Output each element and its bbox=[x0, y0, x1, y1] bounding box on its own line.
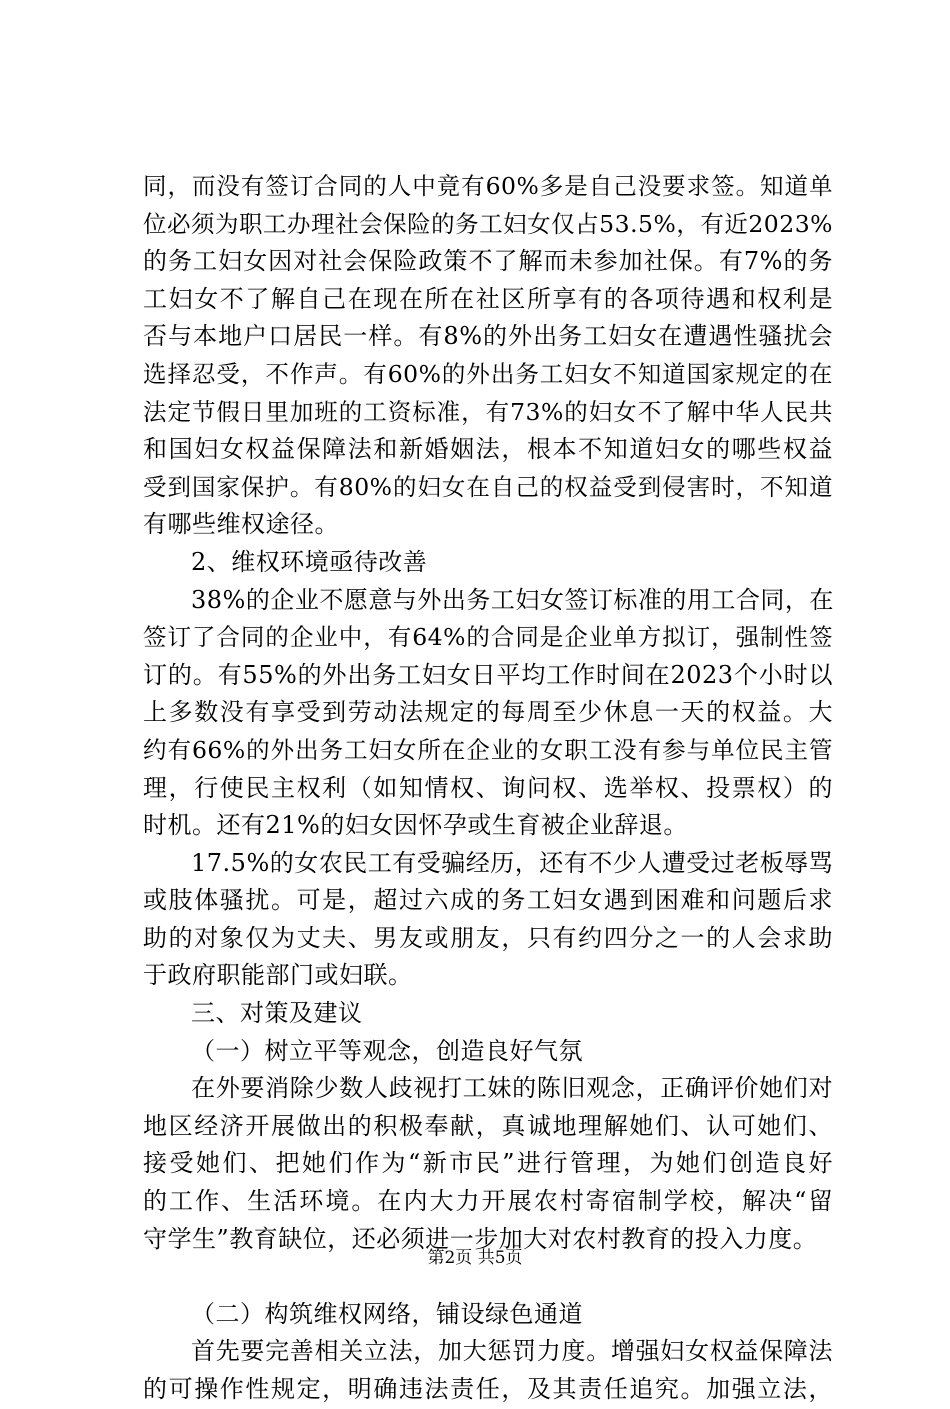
text-line: 于政府职能部门或妇联。 bbox=[143, 961, 413, 990]
text-line: 助的对象仅为丈夫、男友或朋友，只有约四分之一的人会求助 bbox=[143, 923, 833, 952]
text-line: 接受她们、把她们作为“新市民”进行管理，为她们创造良好 bbox=[143, 1149, 833, 1178]
text-line: 的工作、生活环境。在内大力开展农村寄宿制学校，解决“留 bbox=[143, 1187, 833, 1216]
text-line: 同，而没有签订合同的人中竟有60%多是自己没要求签。知道单 bbox=[143, 172, 833, 200]
text-line: 否与本地户口居民一样。有8%的外出务工妇女在遭遇性骚扰会 bbox=[143, 322, 833, 351]
text-line: （二）构筑维权网络，铺设绿色通道 bbox=[191, 1299, 583, 1328]
text-line: 选择忍受，不作声。有60%的外出务工妇女不知道国家规定的在 bbox=[143, 359, 833, 388]
text-line: 法定节假日里加班的工资标准，有73%的妇女不了解中华人民共 bbox=[143, 397, 833, 426]
text-line: 受到国家保护。有80%的妇女在自己的权益受到侵害时，不知道 bbox=[143, 472, 833, 501]
text-line: （一）树立平等观念，创造良好气氛 bbox=[191, 1036, 583, 1065]
text-line: 签订了合同的企业中，有64%的合同是企业单方拟订，强制性签 bbox=[143, 623, 833, 652]
document-body bbox=[143, 168, 833, 1409]
text-line: 38%的企业不愿意与外出务工妇女签订标准的用工合同，在 bbox=[191, 585, 834, 614]
text-line: 首先要完善相关立法，加大惩罚力度。增强妇女权益保障法 bbox=[191, 1337, 833, 1366]
text-line: 或肢体骚扰。可是，超过六成的务工妇女遇到困难和问题后求 bbox=[143, 886, 833, 915]
text-line: 地区经济开展做出的积极奉献，真诚地理解她们、认可她们、 bbox=[143, 1111, 833, 1140]
text-line: 三、对策及建议 bbox=[191, 999, 363, 1028]
text-line: 17.5%的女农民工有受骗经历，还有不少人遭受过老板辱骂 bbox=[191, 848, 834, 877]
text-line: 约有66%的外出务工妇女所在企业的女职工没有参与单位民主管 bbox=[143, 735, 833, 764]
text-line: 理，行使民主权利（如知情权、询问权、选举权、投票权）的 bbox=[143, 773, 833, 802]
text-line: 订的。有55%的外出务工妇女日平均工作时间在2023个小时以 bbox=[143, 660, 833, 689]
text-line: 和国妇女权益保障法和新婚姻法，根本不知道妇女的哪些权益 bbox=[143, 435, 833, 464]
page-footer: 第2页 共5页 bbox=[427, 1248, 523, 1268]
text-line: 2、维权环境亟待改善 bbox=[191, 547, 428, 576]
text-line: 有哪些维权途径。 bbox=[143, 510, 339, 539]
text-line: 的务工妇女因对社会保险政策不了解而未参加社保。有7%的务 bbox=[143, 247, 833, 276]
text-line: 时机。还有21%的妇女因怀孕或生育被企业辞退。 bbox=[143, 811, 688, 840]
text-line: 位必须为职工办理社会保险的务工妇女仅占53.5%，有近2023% bbox=[143, 209, 833, 238]
text-line: 的可操作性规定，明确违法责任，及其责任追究。加强立法， bbox=[143, 1375, 833, 1403]
text-line: 守学生”教育缺位，还必须进一步加大对农村教育的投入力度。 bbox=[143, 1224, 818, 1253]
text-line: 在外要消除少数人歧视打工妹的陈旧观念，正确评价她们对 bbox=[191, 1074, 833, 1103]
text-line: 工妇女不了解自己在现在所在社区所享有的各项待遇和权利是 bbox=[143, 284, 833, 313]
text-line: 上多数没有享受到劳动法规定的每周至少休息一天的权益。大 bbox=[143, 698, 833, 727]
